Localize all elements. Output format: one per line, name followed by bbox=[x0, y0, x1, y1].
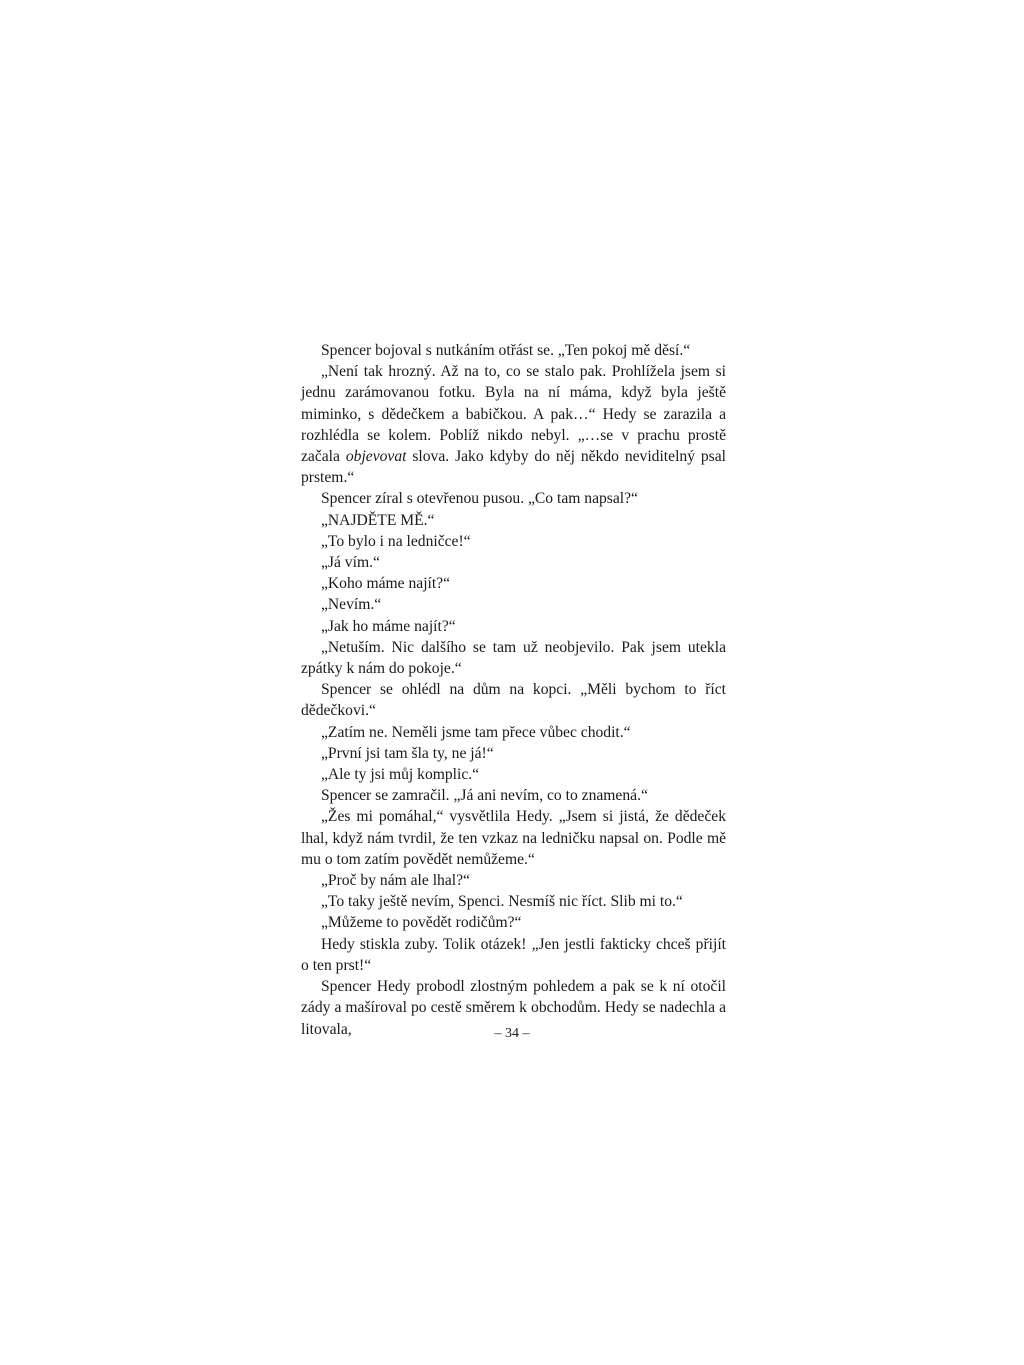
body-text bbox=[301, 340, 726, 1040]
paragraph: Spencer bojoval s nutkáním otřást se. „Ten pokoj mě děsí.“ bbox=[321, 342, 691, 359]
paragraph: „Jak ho máme najít?“ bbox=[321, 617, 456, 635]
paragraph: „Proč by nám ale lhal?“ bbox=[321, 872, 470, 890]
paragraph: „Můžeme to povědět rodičům?“ bbox=[321, 914, 522, 932]
page-number: – 34 – bbox=[494, 1026, 530, 1041]
paragraph-text: slova. Jako kdyby do něj někdo neviditelný psal prstem.“ bbox=[301, 448, 726, 487]
paragraph bbox=[301, 361, 726, 488]
paragraph: „Já vím.“ bbox=[321, 554, 380, 572]
paragraph: „Netuším. Nic dalšího se tam už neobjevilo. Pak jsem utekla zpátky k nám do pokoje.“ bbox=[301, 638, 726, 678]
paragraph: „NAJDĚTE MĚ.“ bbox=[321, 511, 435, 529]
paragraph: Spencer se zamračil. „Já ani nevím, co to znamená.“ bbox=[321, 787, 648, 805]
paragraph: „To taky ještě nevím, Spenci. Nesmíš nic říct. Slib mi to.“ bbox=[321, 893, 683, 911]
paragraph: „To bylo i na ledničce!“ bbox=[321, 532, 471, 550]
paragraph: „Žes mi pomáhal,“ vysvětlila Hedy. „Jsem si jistá, že dědeček lhal, když nám tvrdil, že ten vzkaz na ledničku napsal on. Podle mě mu o tom zatím povědět nemůžeme.“ bbox=[301, 808, 726, 868]
paragraph: „Koho máme najít?“ bbox=[321, 575, 451, 593]
emphasized-word: objevovat bbox=[345, 448, 407, 466]
paragraph: „První jsi tam šla ty, ne já!“ bbox=[321, 744, 494, 762]
paragraph: „Ale ty jsi můj komplic.“ bbox=[321, 766, 480, 784]
paragraph: Spencer se ohlédl na dům na kopci. „Měli bychom to říct dědečkovi.“ bbox=[301, 681, 726, 720]
paragraph: Spencer Hedy probodl zlostným pohledem a pak se k ní otočil zády a mašíroval po cestě směrem k obchodům. Hedy se nadechla a litovala, bbox=[301, 978, 726, 1038]
paragraph-text: „Není tak hrozný. Až na to, co se stalo pak. Prohlížela jsem si jednu zarámovanou fotku. Byla na ní máma, když byla ještě miminko, s dědečkem a babičkou. A pak…“ Hedy se zarazila a rozhlédla se kolem. Poblíž nikdo nebyl. „…se v prachu prostě začala bbox=[301, 363, 726, 466]
paragraph: „Zatím ne. Neměli jsme tam přece vůbec chodit.“ bbox=[321, 723, 631, 741]
paragraph: Spencer zíral s otevřenou pusou. „Co tam napsal?“ bbox=[321, 490, 638, 508]
paragraph: „Nevím.“ bbox=[321, 596, 382, 614]
paragraph: Hedy stiskla zuby. Tolik otázek! „Jen jestli fakticky chceš přijít o ten prst!“ bbox=[301, 935, 726, 974]
